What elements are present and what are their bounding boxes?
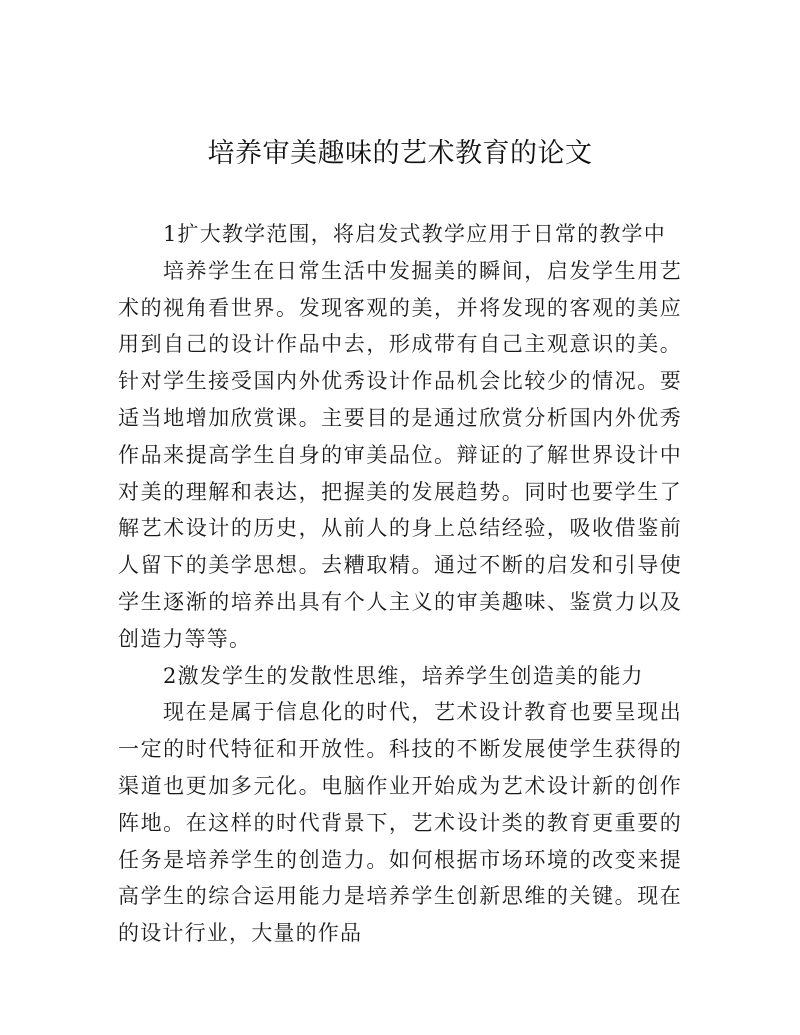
document-title: 培养审美趣味的艺术教育的论文 <box>207 138 593 169</box>
body-paragraph: 培养学生在日常生活中发掘美的瞬间，启发学生用艺术的视角看世界。发现客观的美，并将发现的客观的美应用到自己的设计作品中去，形成带有自己主观意识的美。针对学生接受国内外优秀设计作品机会比较少的情况。要适当地增加欣赏课。主要目的是通过欣赏分析国内外优秀作品来提高学生自身的审美品位。辩证的了解世界设计中对美的理解和表达，把握美的发展趋势。同时也要学生了解艺术设计的历史，从前人的身上总结经验，吸收借鉴前人留下的美学思想。去糟取精。通过不断的启发和引导使学生逐渐的培养出具有个人主义的审美趣味、鉴赏力以及创造力等等。 <box>118 258 682 651</box>
document-body <box>118 216 682 952</box>
body-paragraph: 现在是属于信息化的时代，艺术设计教育也要呈现出一定的时代特征和开放性。科技的不断发展使学生获得的渠道也更加多元化。电脑作业开始成为艺术设计新的创作阵地。在这样的时代背景下，艺术设计类的教育更重要的任务是培养学生的创造力。如何根据市场环境的改变来提高学生的综合运用能力是培养学生创新思维的关键。现在的设计行业，大量的作品 <box>118 700 682 946</box>
section-heading: 2激发学生的发散性思维，培养学生创造美的能力 <box>163 663 644 688</box>
section-heading: 1扩大教学范围，将启发式教学应用于日常的教学中 <box>163 222 666 246</box>
